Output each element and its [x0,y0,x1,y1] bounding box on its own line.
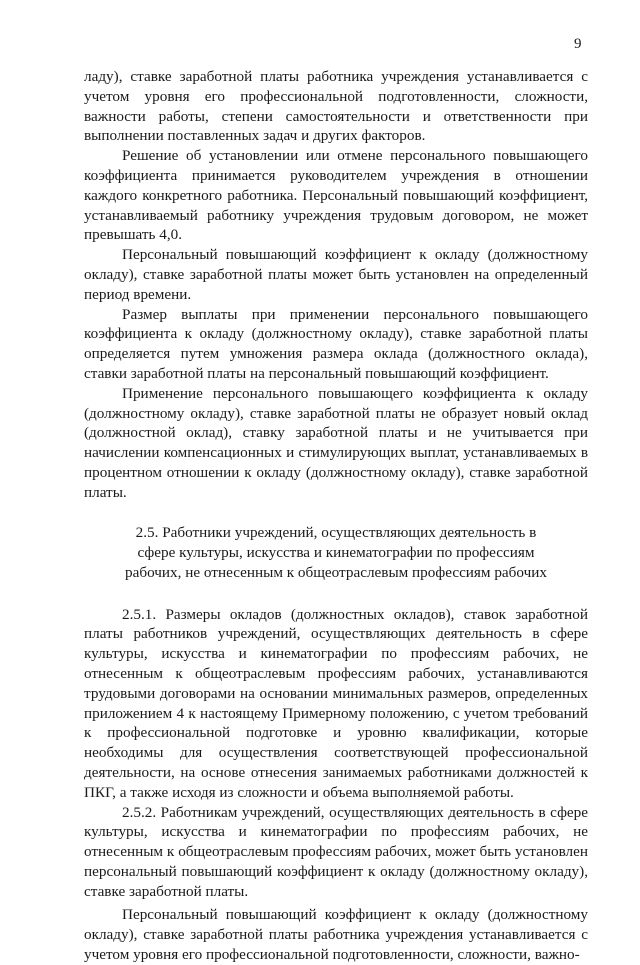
section-heading-line: сфере культуры, искусства и кинематографии по профессиям [137,543,535,561]
document-body [84,67,588,965]
paragraph-payment-size: Размер выплаты при применении персонального повышающего коэффициента к окладу (должностному окладу), ставке заработной платы определяется путем умножения размера оклада (должностного оклада), ставки заработной платы на персональный повышающий коэффициент. [84,305,588,382]
section-heading-line: 2.5. Работники учреждений, осуществляющих деятельность в [135,523,537,541]
paragraph-coefficient-application: Применение персонального повышающего коэффициента к окладу (должностному окладу), ставке заработной платы не образует новый оклад (должностной оклад), ставку заработной платы и не учитывается при начислении компенсационных и стимулирующих выплат, устанавливаемых в процентном отношении к окладу (должностному окладу), ставке заработной платы. [84,384,588,501]
page-number: 9 [574,36,582,52]
paragraph-coefficient-decision: Решение об установлении или отмене персонального повышающего коэффициента принимается руководителем учреждения в отношении каждого конкретного работника. Персональный повышающий коэффициент, устанавливаемый работнику учреждения трудовым договором, не может превышать 4,0. [84,147,588,244]
section-heading [84,523,588,583]
paragraph-personal-coefficient: Персональный повышающий коэффициент к окладу (должностному окладу), ставке заработной платы работника учреждения устанавливается с учетом уровня его профессиональной подготовленности, сложности, важно- [84,906,588,964]
section-heading-line: рабочих, не отнесенным к общеотраслевым профессиям рабочих [125,563,547,581]
paragraph-2-5-2: 2.5.2. Работникам учреждений, осуществляющих деятельность в сфере культуры, искусства и кинематографии по профессиям рабочих, не отнесенным к общеотраслевым профессиям рабочих, может быть установлен персональный повышающий коэффициент к окладу (должностному окладу), ставке заработной платы. [84,803,588,900]
paragraph-coefficient-period: Персональный повышающий коэффициент к окладу (должностному окладу), ставке заработной платы может быть установлен на определенный период времени. [84,246,588,303]
paragraph-continued: ладу), ставке заработной платы работника учреждения устанавливается с учетом уровня его профессиональной подготовленности, сложности, важности работы, степени самостоятельности и ответственности при выполнении поставленных задач и других факторов. [84,68,588,145]
paragraph-2-5-1: 2.5.1. Размеры окладов (должностных окладов), ставок заработной платы работников учреждений, осуществляющих деятельность в сфере культуры, искусства и кинематографии по профессиям рабочих, не отнесенным к общеотраслевым профессиям рабочих, устанавливаются трудовыми договорами на основании минимальных размеров, определенных приложением 4 к настоящему Примерному положению, с учетом требований к профессиональной подготовке и уровню квалификации, которые необходимы для осуществления соответствующей профессиональной деятельности, на основе отнесения занимаемых работниками должностей к ПКГ, а также исходя из сложности и объема выполняемой работы. [84,605,588,801]
